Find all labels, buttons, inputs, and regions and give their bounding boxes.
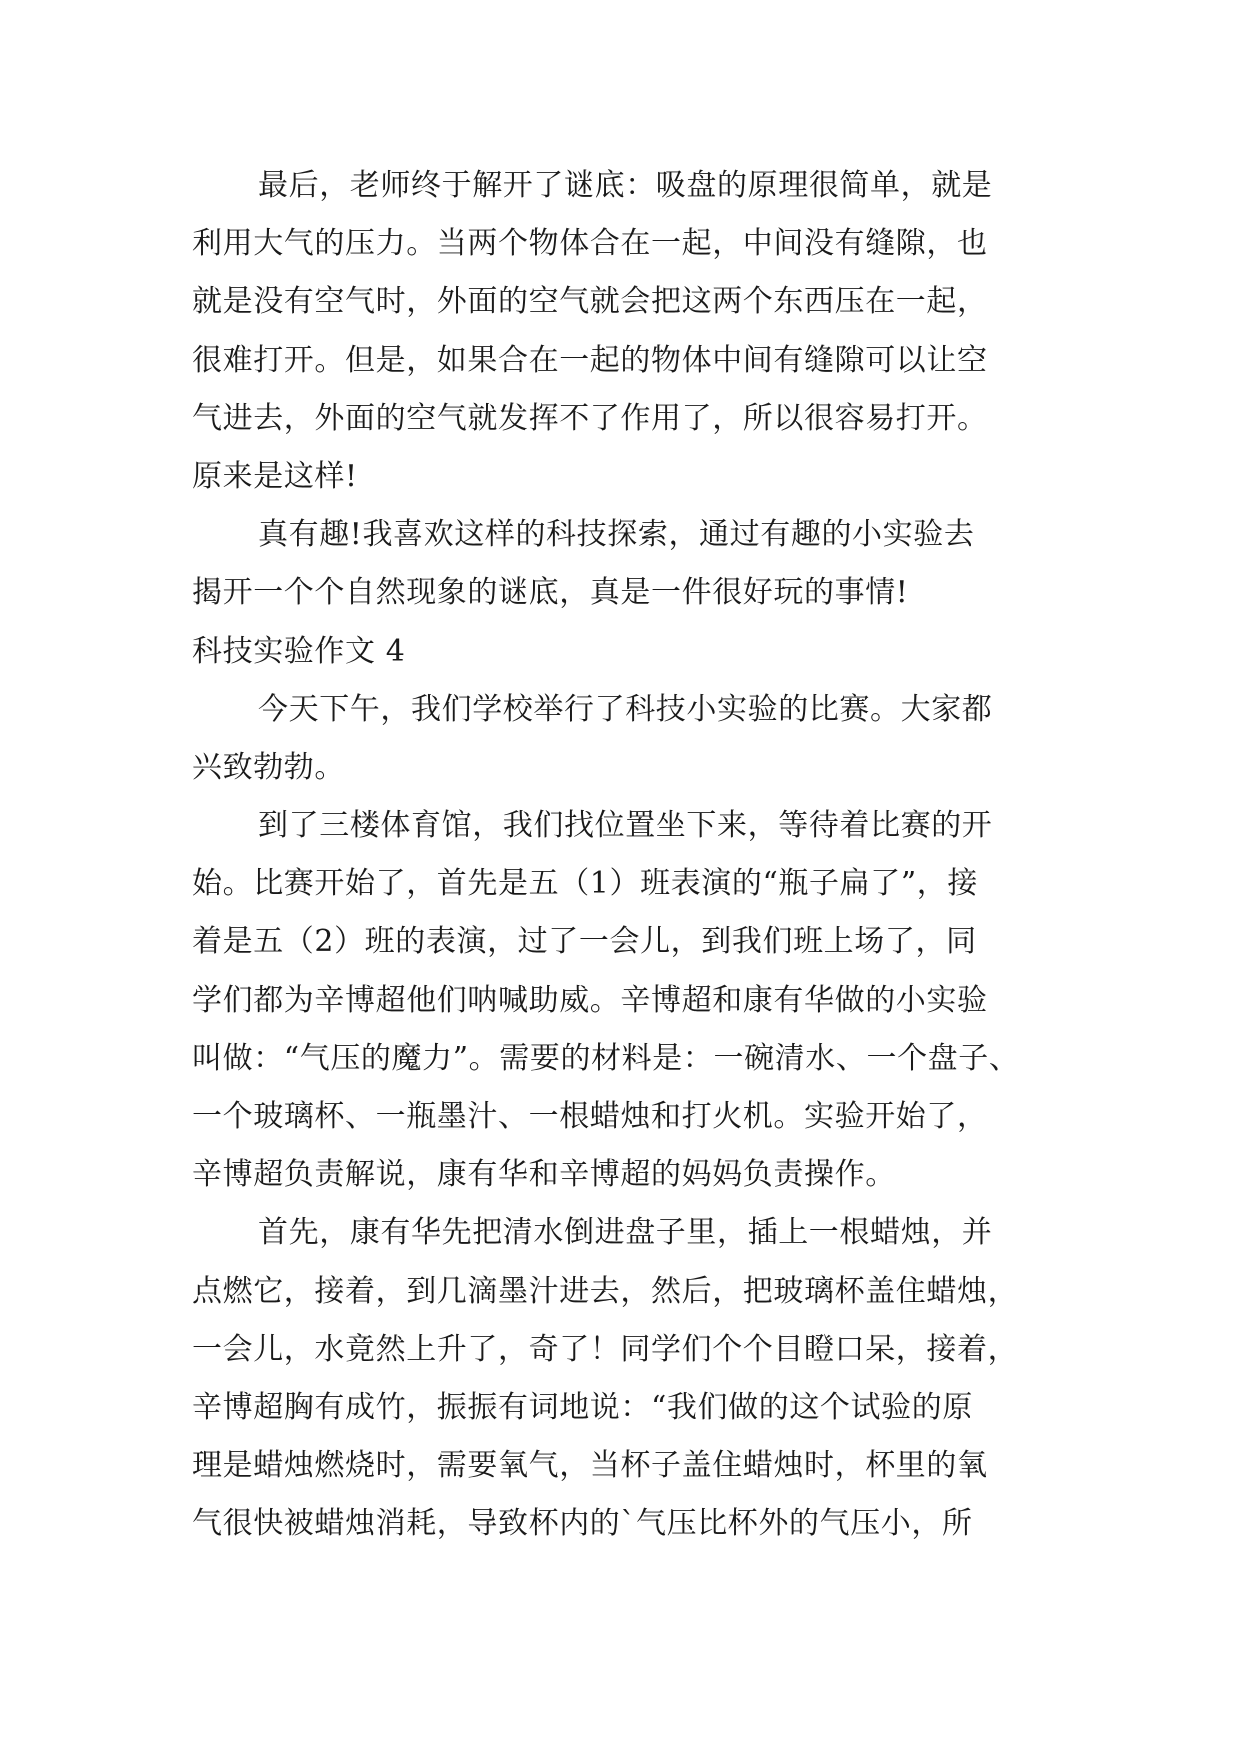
paragraph-line: 到了三楼体育馆，我们找位置坐下来，等待着比赛的开: [258, 808, 993, 844]
paragraph-line: 利用大气的压力。当两个物体合在一起，中间没有缝隙，也: [192, 226, 988, 262]
paragraph-line: 气进去，外面的空气就发挥不了作用了，所以很容易打开。: [192, 400, 988, 436]
paragraph-line: 一个玻璃杯、一瓶墨汁、一根蜡烛和打火机。实验开始了，: [192, 1099, 988, 1134]
paragraph-line: 气很快被蜡烛消耗，导致杯内的`气压比杯外的气压小，所: [192, 1506, 973, 1542]
document-body: [192, 157, 1072, 1554]
paragraph-line: 着是五（2）班的表演，过了一会儿，到我们班上场了，同: [192, 924, 977, 960]
paragraph-line: 原来是这样!: [192, 458, 358, 494]
paragraph-line: 很难打开。但是，如果合在一起的物体中间有缝隙可以让空: [192, 342, 988, 378]
paragraph-line: 真有趣!我喜欢这样的科技探索，通过有趣的小实验去: [258, 517, 975, 553]
paragraph-line: 首先，康有华先把清水倒进盘子里，插上一根蜡烛，并: [258, 1215, 993, 1251]
paragraph-line: 辛博超负责解说，康有华和辛博超的妈妈负责操作。: [192, 1157, 896, 1193]
paragraph-line: 最后，老师终于解开了谜底：吸盘的原理很简单，就是: [258, 168, 993, 203]
paragraph-line: 就是没有空气时，外面的空气就会把这两个东西压在一起，: [192, 284, 988, 320]
paragraph-line: 点燃它，接着，到几滴墨汁进去，然后，把玻璃杯盖住蜡烛，: [192, 1273, 1019, 1309]
paragraph-line: 辛博超胸有成竹，振振有词地说：“我们做的这个试验的原: [192, 1389, 973, 1425]
paragraph-line: 揭开一个个自然现象的谜底，真是一件很好玩的事情!: [192, 575, 909, 611]
paragraph-line: 兴致勃勃。: [192, 749, 345, 785]
paragraph-line: 叫做：“气压的魔力”。需要的材料是：一碗清水、一个盘子、: [192, 1040, 1020, 1076]
paragraph-line: 始。比赛开始了，首先是五（1）班表演的“瓶子扁了”，接: [192, 866, 978, 902]
paragraph-line: 学们都为辛博超他们呐喊助威。辛博超和康有华做的小实验: [192, 982, 988, 1018]
section-heading: 科技实验作文 4: [192, 633, 406, 669]
paragraph-line: 理是蜡烛燃烧时，需要氧气，当杯子盖住蜡烛时，杯里的氧: [192, 1448, 988, 1484]
paragraph-line: 一会儿，水竟然上升了，奇了！同学们个个目瞪口呆，接着，: [192, 1331, 1019, 1367]
paragraph-line: 今天下午，我们学校举行了科技小实验的比赛。大家都: [258, 691, 993, 727]
